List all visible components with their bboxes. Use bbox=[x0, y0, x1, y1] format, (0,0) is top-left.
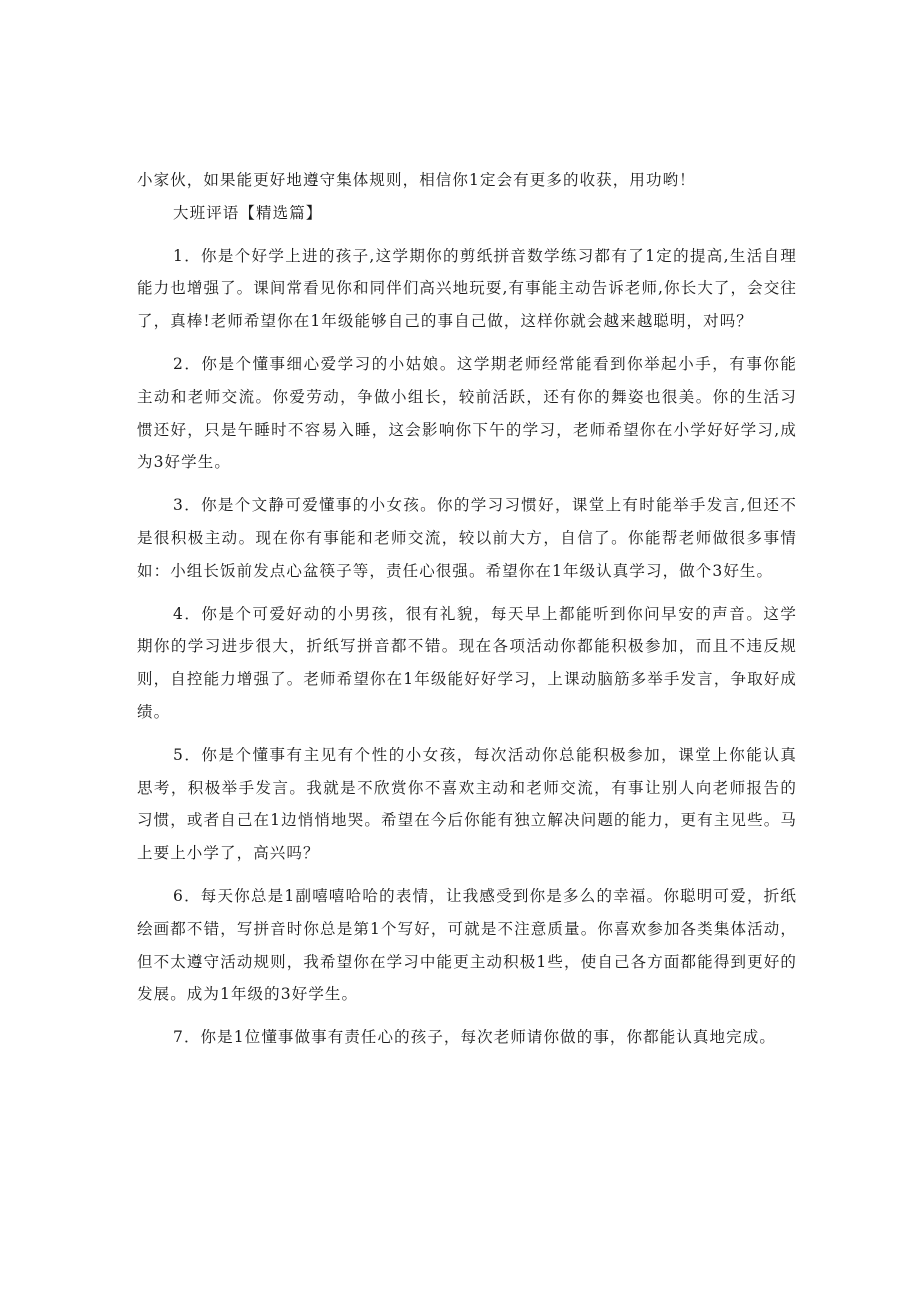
comment-paragraph-4: 4．你是个可爱好动的小男孩，很有礼貌，每天早上都能听到你问早安的声音。这学期你的学习进步很大，折纸写拼音都不错。现在各项活动你都能积极参加，而且不违反规则，自控能力增强了。老师希望你在1年级能好好学习，上课动脑筋多举手发言，争取好成绩。 bbox=[137, 604, 797, 721]
document-body bbox=[137, 164, 797, 1054]
comment-paragraph-3: 3．你是个文静可爱懂事的小女孩。你的学习习惯好，课堂上有时能举手发言,但还不是很积极主动。现在你有事能和老师交流，较以前大方，自信了。你能帮老师做很多事情如：小组长饭前发点心盆筷子等，责任心很强。希望你在1年级认真学习，做个3好生。 bbox=[137, 496, 797, 580]
comment-paragraph-6: 6．每天你总是1副嘻嘻哈哈的表情，让我感受到你是多么的幸福。你聪明可爱，折纸绘画都不错，写拼音时你总是第1个写好，可就是不注意质量。你喜欢参加各类集体活动，但不太遵守活动规则，我希望你在学习中能更主动积极1些，使自己各方面都能得到更好的发展。成为1年级的3好学生。 bbox=[137, 886, 797, 1004]
comment-paragraph-5: 5．你是个懂事有主见有个性的小女孩，每次活动你总能积极参加，课堂上你能认真思考，积极举手发言。我就是不欣赏你不喜欢主动和老师交流，有事让别人向老师报告的习惯，或者自己在1边悄悄地哭。希望在今后你能有独立解决问题的能力，更有主见些。马上要上小学了，高兴吗？ bbox=[137, 745, 797, 863]
comment-paragraph-1: 1．你是个好学上进的孩子,这学期你的剪纸拼音数学练习都有了1定的提高,生活自理能力也增强了。课间常看见你和同伴们高兴地玩耍,有事能主动告诉老师,你长大了，会交往了，真棒!老师希望你在1年级能够自己的事自己做，这样你就会越来越聪明，对吗？ bbox=[137, 246, 797, 331]
comment-paragraph-7: 7．你是1位懂事做事有责任心的孩子，每次老师请你做的事，你都能认真地完成。 bbox=[173, 1028, 776, 1047]
continuation-paragraph: 小家伙，如果能更好地遵守集体规则，相信你1定会有更多的收获，用功哟！ bbox=[137, 171, 696, 189]
comment-paragraph-2: 2．你是个懂事细心爱学习的小姑娘。这学期老师经常能看到你举起小手，有事你能主动和老师交流。你爱劳动，争做小组长，较前活跃，还有你的舞姿也很美。你的生活习惯还好，只是午睡时不容易入睡，这会影响你下午的学习，老师希望你在小学好好学习,成为3好学生。 bbox=[137, 354, 797, 472]
section-title: 大班评语【精选篇】 bbox=[173, 203, 323, 222]
